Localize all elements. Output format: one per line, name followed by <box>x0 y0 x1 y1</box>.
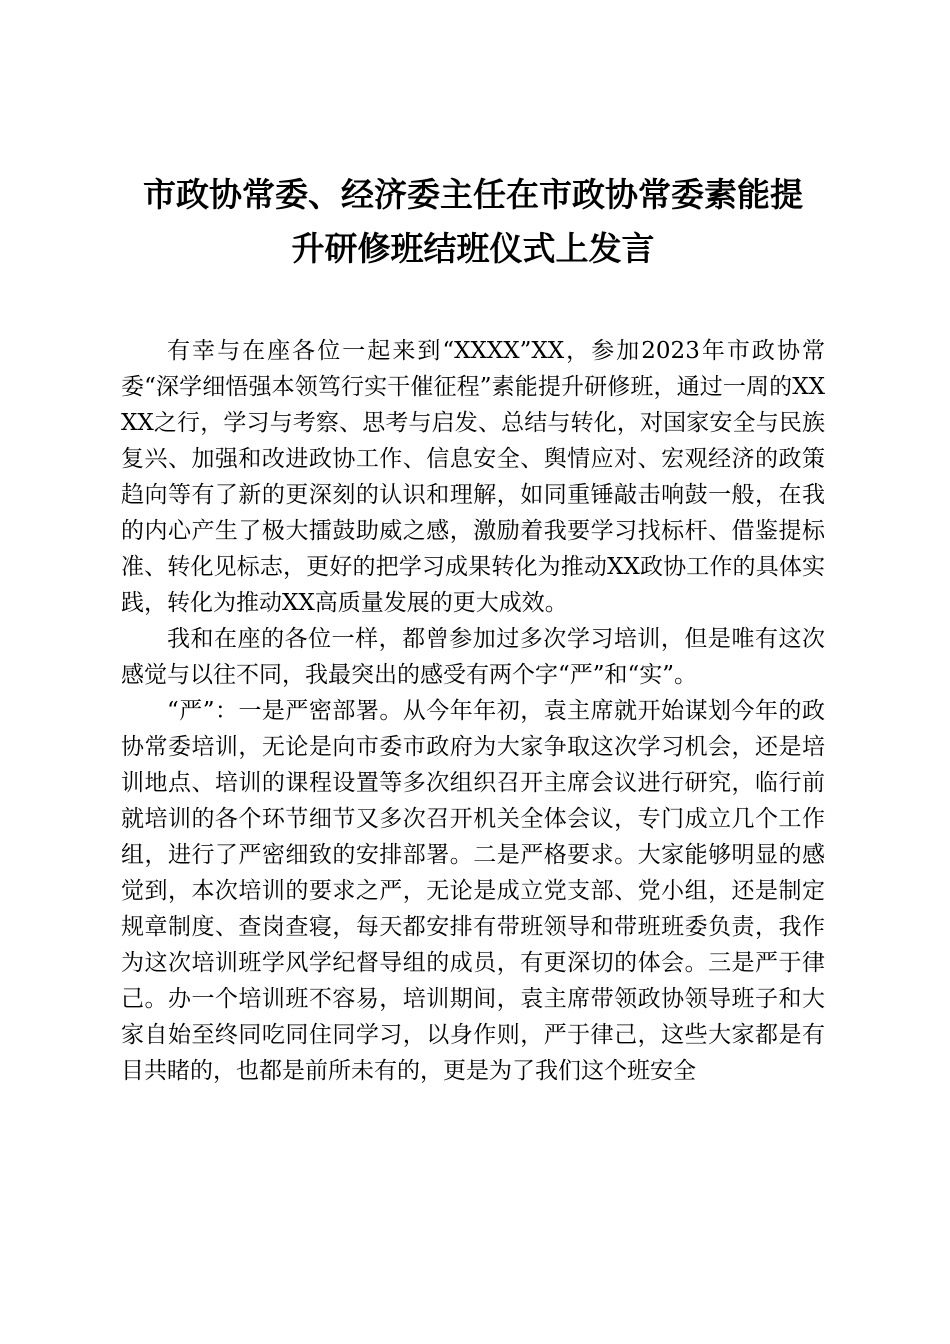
paragraph-1: 有幸与在座各位一起来到“XXXX”XX，参加2023年市政协常委“深学细悟强本领笃行实干催征程”素能提升研修班，通过一周的XXXX之行，学习与考察、思考与启发、总结与转化，对国家安全与民族复兴、加强和改进政协工作、信息安全、舆情应对、宏观经济的政策趋向等有了新的更深刻的认识和理解，如同重锤敲击响鼓一般，在我的内心产生了极大擂鼓助威之感，激励着我要学习找标杆、借鉴提标准、转化见标志，更好的把学习成果转化为推动XX政协工作的具体实践，转化为推动XX高质量发展的更大成效。 <box>121 338 825 616</box>
document-title <box>121 168 825 276</box>
paragraph-2: 我和在座的各位一样，都曾参加过多次学习培训，但是唯有这次感觉与以往不同，我最突出的感受有两个字“严”和“实”。 <box>121 626 825 688</box>
document-page <box>121 168 825 1089</box>
paragraph-3: “严”：一是严密部署。从今年年初，袁主席就开始谋划今年的政协常委培训，无论是向市委市政府为大家争取这次学习机会，还是培训地点、培训的课程设置等多次组织召开主席会议进行研究，临行前就培训的各个环节细节又多次召开机关全体会议，专门成立几个工作组，进行了严密细致的安排部署。二是严格要求。大家能够明显的感觉到，本次培训的要求之严，无论是成立党支部、党小组，还是制定规章制度、查岗查寝，每天都安排有带班领导和带班班委负责，我作为这次培训班学风学纪督导组的成员，有更深切的体会。三是严于律己。办一个培训班不容易，培训期间，袁主席带领政协领导班子和大家自始至终同吃同住同学习，以身作则，严于律己，这些大家都是有目共睹的，也都是前所未有的，更是为了我们这个班安全 <box>121 698 825 1084</box>
title-line-2: 升研修班结班仪式上发言 <box>291 229 655 268</box>
title-line-1: 市政协常委、经济委主任在市政协常委素能提 <box>143 175 803 214</box>
document-body <box>121 333 825 1089</box>
